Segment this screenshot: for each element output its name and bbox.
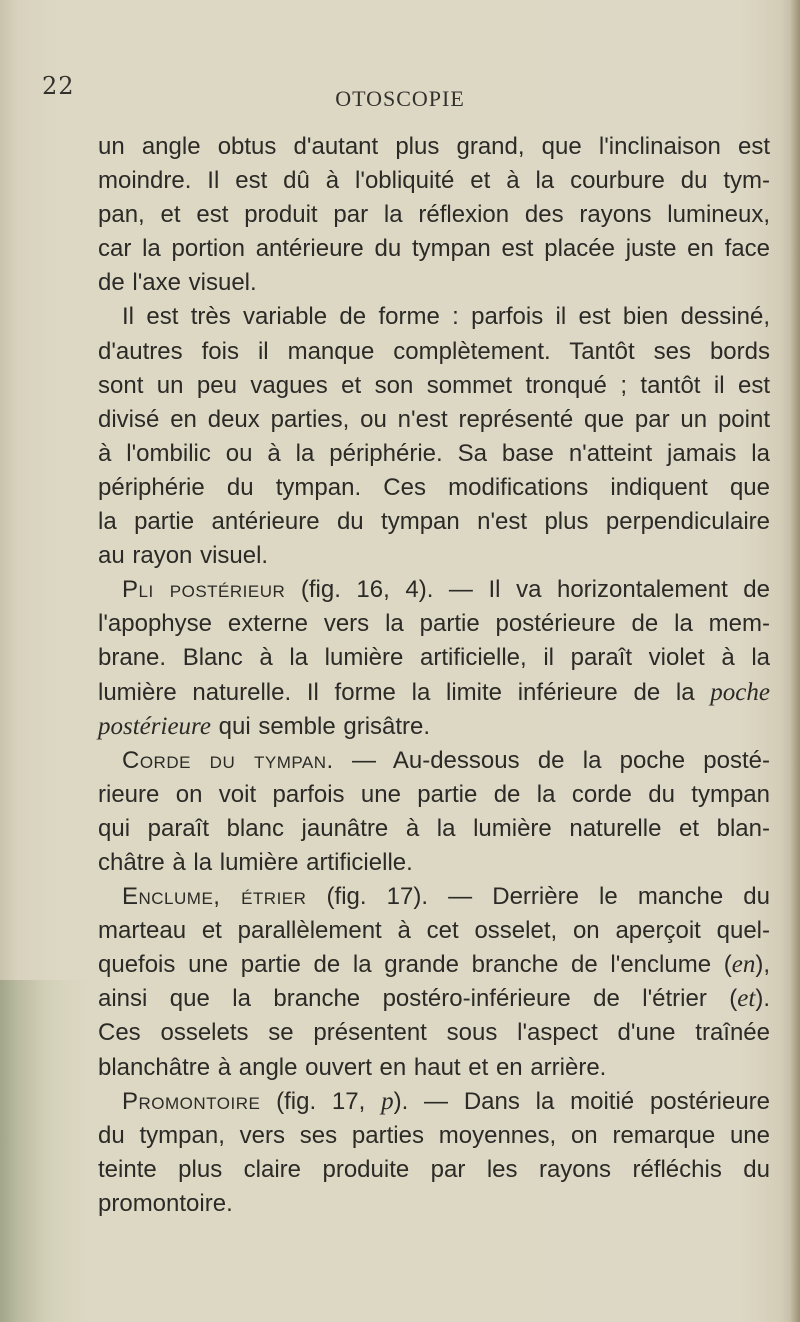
text-span: ). — Dans la moitié postérieure <box>393 1087 771 1115</box>
text-line: car la portion antérieure du tympan est placée juste en face <box>98 235 770 263</box>
text-line: Ces osselets se présentent sous l'aspect d'une traînée <box>98 1019 770 1047</box>
text-span: quefois une partie de la grande branche de l'enclume ( <box>98 951 732 979</box>
section-term: Promontoire <box>122 1087 261 1115</box>
text-line: la partie antérieure du tympan n'est plus perpendiculaire <box>98 508 770 536</box>
text-span: ainsi que la branche postéro-inférieure de l'étrier ( <box>98 985 738 1013</box>
text-line: au rayon visuel. <box>98 542 269 570</box>
text-line: brane. Blanc à la lumière artificielle, il paraît violet à la <box>98 644 770 672</box>
italic-term: p <box>381 1087 394 1115</box>
text-line: à l'ombilic ou à la périphérie. Sa base n'atteint jamais la <box>98 439 770 467</box>
text-line <box>98 710 770 744</box>
text-span: qui semble grisâtre. <box>210 712 431 740</box>
text-line: rieure on voit parfois une partie de la corde du tympan <box>98 780 770 808</box>
text-line: châtre à la lumière artificielle. <box>98 848 413 876</box>
running-head: OTOSCOPIE <box>335 86 465 111</box>
text-line <box>98 880 770 914</box>
text-line: pan, et est produit par la réflexion des rayons lumineux, <box>98 201 770 229</box>
text-line: moindre. Il est dû à l'obliquité et à la courbure du tym- <box>98 167 770 195</box>
italic-term: et <box>737 985 756 1013</box>
text-line <box>98 676 770 710</box>
text-line <box>98 1085 770 1119</box>
page-edge-shadow <box>0 980 90 1322</box>
text-span: ), <box>755 951 770 979</box>
text-line: teinte plus claire produite par les rayons réfléchis du <box>98 1155 770 1183</box>
text-line: du tympan, vers ses parties moyennes, on remarque une <box>98 1121 770 1149</box>
text-span: (fig. 17, <box>260 1087 382 1115</box>
section-term: Corde du tympan. <box>122 746 334 774</box>
italic-term: postérieure <box>98 712 211 740</box>
section-term: Enclume, étrier <box>122 883 307 911</box>
text-span: (fig. 17). — Derrière le manche du <box>306 883 771 911</box>
text-line: blanchâtre à angle ouvert en haut et en arrière. <box>98 1053 607 1081</box>
text-line: d'autres fois il manque complètement. Tantôt ses bords <box>98 337 770 365</box>
italic-term: en <box>731 951 756 979</box>
text-line: sont un peu vagues et son sommet tronqué ; tantôt il est <box>98 371 770 399</box>
text-line: de l'axe visuel. <box>98 269 257 297</box>
text-line: un angle obtus d'autant plus grand, que l'inclinaison est <box>98 133 770 160</box>
italic-term: poche <box>710 678 770 706</box>
page-right-edge <box>790 0 800 1322</box>
text-line <box>98 982 770 1016</box>
text-span: (fig. 16, 4). — Il va horizontalement de <box>285 576 771 604</box>
text-line: divisé en deux parties, ou n'est représenté que par un point <box>98 405 770 433</box>
section-term: Pli postérieur <box>122 576 286 604</box>
text-line <box>98 573 770 607</box>
page-number: 22 <box>42 72 75 100</box>
body-text <box>98 130 770 1221</box>
text-line: qui paraît blanc jaunâtre à la lumière naturelle et blan- <box>98 814 770 842</box>
text-line: l'apophyse externe vers la partie postérieure de la mem- <box>98 610 770 638</box>
text-line <box>98 948 770 982</box>
text-span: ). <box>755 985 770 1013</box>
text-line: Il est très variable de forme : parfois il est bien dessiné, <box>122 303 770 331</box>
text-span: — Au-dessous de la poche posté- <box>333 746 770 774</box>
text-line: périphérie du tympan. Ces modifications indiquent que <box>98 473 770 501</box>
text-line: promontoire. <box>98 1189 233 1217</box>
text-line: marteau et parallèlement à cet osselet, on aperçoit quel- <box>98 917 770 945</box>
text-line <box>98 744 770 778</box>
text-span: lumière naturelle. Il forme la limite inférieure de la <box>98 678 711 706</box>
